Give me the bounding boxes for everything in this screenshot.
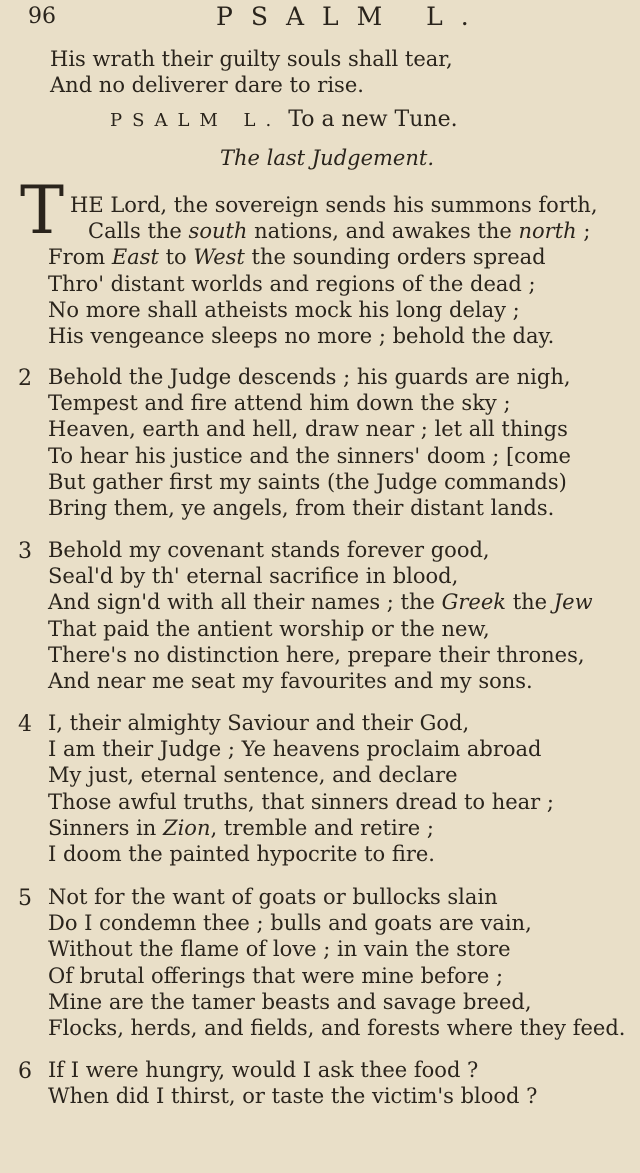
- italic-word: West: [193, 245, 245, 270]
- italic-word: Jew: [553, 590, 593, 615]
- verse-line: HE Lord, the sovereign sends his summons forth,: [70, 193, 598, 217]
- verse-line: My just, eternal sentence, and declare: [48, 763, 458, 788]
- continuation-line: And no deliverer dare to rise.: [50, 73, 364, 97]
- verse-line: Thro' distant worlds and regions of the dead ;: [48, 271, 536, 296]
- verse-line: When did I thirst, or taste the victim's blood ?: [48, 1084, 538, 1109]
- verse-line: I, their almighty Saviour and their God,: [48, 711, 470, 735]
- verse-line: But gather first my saints (the Judge commands): [48, 469, 567, 494]
- verse-line: Those awful truths, that sinners dread to hear ;: [48, 789, 554, 814]
- italic-word: East: [111, 245, 159, 270]
- verse-line: Mine are the tamer beasts and savage breed,: [48, 989, 532, 1014]
- verse-line: Not for the want of goats or bullocks slain: [48, 885, 498, 909]
- verse-line: Sinners in Zion, tremble and retire ;: [48, 815, 434, 840]
- italic-word: north: [518, 219, 577, 244]
- psalm-title-rest: To a new Tune.: [288, 107, 458, 132]
- verse-line: Without the flame of love ; in vain the store: [48, 937, 511, 962]
- verse-line: His vengeance sleeps no more ; behold the day.: [48, 324, 555, 348]
- verse-line: Bring them, ye angels, from their distant lands.: [48, 496, 555, 520]
- running-head: [28, 2, 618, 36]
- verse-line: Heaven, earth and hell, draw near ; let all things: [48, 417, 568, 442]
- verse-line: And near me seat my favourites and my sons.: [48, 669, 533, 693]
- verse-number: 4: [18, 712, 32, 737]
- verse-number: 6: [18, 1059, 32, 1084]
- verse-line: Calls the south nations, and awakes the north ;: [88, 219, 591, 244]
- verse-line: Do I condemn thee ; bulls and goats are vain,: [48, 911, 532, 936]
- italic-word: south: [188, 219, 248, 244]
- verse-line: There's no distinction here, prepare their thrones,: [48, 642, 585, 667]
- italic-word: Zion: [163, 815, 211, 840]
- drop-cap: T: [20, 172, 65, 249]
- verse-line: No more shall atheists mock his long delay ;: [48, 297, 520, 322]
- italic-word: Greek: [441, 590, 507, 615]
- verse-line: To hear his justice and the sinners' doom ; [come: [48, 443, 571, 468]
- verse-line: Behold my covenant stands forever good,: [48, 538, 490, 562]
- verse-line: Flocks, herds, and fields, and forests where they feed.: [48, 1016, 626, 1040]
- verse-number: 5: [18, 886, 32, 911]
- psalm-title-prefix: PSALM L.: [110, 110, 282, 131]
- verse-line: Seal'd by th' eternal sacrifice in blood,: [48, 564, 459, 589]
- verse-line: Tempest and fire attend him down the sky ;: [48, 391, 511, 416]
- verse-line: That paid the antient worship or the new,: [48, 616, 490, 641]
- verse-line: I am their Judge ; Ye heavens proclaim abroad: [48, 737, 542, 762]
- verse-line: From East to West the sounding orders spread: [48, 245, 546, 270]
- psalm-title: [110, 107, 458, 132]
- verse-line: I doom the painted hypocrite to fire.: [48, 842, 435, 866]
- verse-line: Of brutal offerings that were mine before ;: [48, 963, 504, 988]
- verse-number: 3: [18, 539, 32, 564]
- continuation-line: His wrath their guilty souls shall tear,: [50, 47, 453, 71]
- verse-line: Behold the Judge descends ; his guards are nigh,: [48, 365, 571, 389]
- running-title: PSALM L.: [216, 2, 487, 31]
- verse-line: And sign'd with all their names ; the Greek the Jew: [48, 590, 593, 615]
- page-number: 96: [28, 4, 56, 29]
- psalm-subtitle: The last Judgement.: [220, 146, 434, 170]
- verse-number: 2: [18, 366, 32, 391]
- verse-line: If I were hungry, would I ask thee food ?: [48, 1058, 479, 1082]
